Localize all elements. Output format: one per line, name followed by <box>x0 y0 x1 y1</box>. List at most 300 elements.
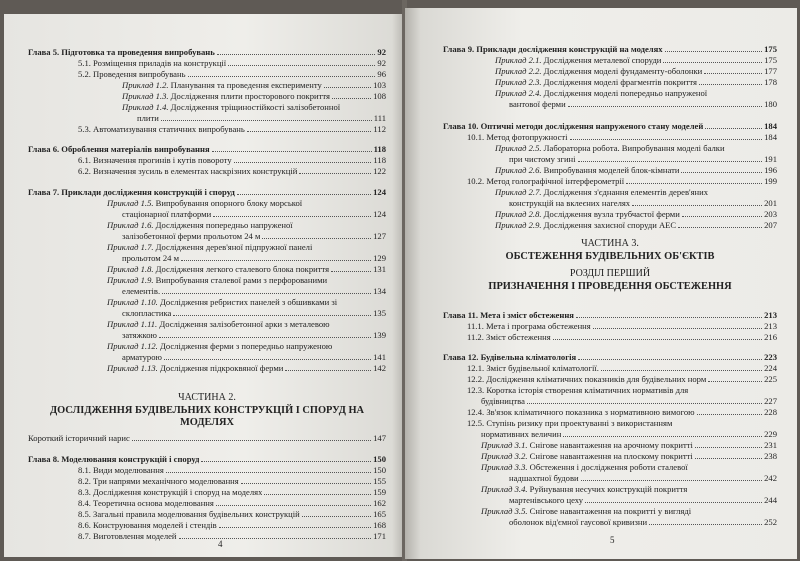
toc-dot-leader <box>699 84 762 85</box>
toc-page-number: 238 <box>764 451 777 461</box>
toc-page-number: 175 <box>764 55 777 65</box>
toc-entry-row <box>122 231 386 241</box>
toc-example-text: Обстеження і дослідження роботи сталевої <box>527 462 688 472</box>
toc-dot-leader <box>188 76 376 77</box>
toc-entry-title <box>481 506 691 516</box>
toc-page-number: 108 <box>373 91 386 101</box>
toc-entry-row <box>509 154 777 164</box>
toc-example-text: Дослідження залізобетонної арки з металевою <box>157 319 330 329</box>
toc-chapter-row <box>28 47 386 57</box>
toc-entry-row <box>28 433 386 443</box>
toc-dot-leader <box>162 293 371 294</box>
toc-dot-leader <box>331 271 371 272</box>
toc-entry-row <box>78 465 386 475</box>
toc-page-number: 191 <box>764 154 777 164</box>
part-3-label: ЧАСТИНА 3. <box>581 238 639 249</box>
toc-example-text: Снігове навантаження на плоскому покритті <box>527 451 693 461</box>
toc-page-number: 168 <box>373 520 386 530</box>
toc-entry-title <box>495 77 697 87</box>
toc-dot-leader <box>216 505 371 506</box>
toc-page-number: 96 <box>377 69 386 79</box>
toc-page-number: 178 <box>764 77 777 87</box>
toc-entry-row <box>509 473 777 483</box>
toc-dot-leader <box>164 359 371 360</box>
toc-example-row <box>107 363 386 373</box>
toc-entry-title: 5.2. Проведення випробувань <box>78 69 186 79</box>
toc-example-text: Дослідження з'єднання елементів дерев'яних <box>541 187 709 197</box>
toc-entry-title: 10.1. Метод фотопружності <box>467 132 568 142</box>
page-number-right: 5 <box>610 535 615 545</box>
toc-dot-leader <box>324 87 371 88</box>
toc-entry-row <box>78 509 386 519</box>
toc-page-number: 165 <box>373 509 386 519</box>
toc-dot-leader <box>161 120 372 121</box>
toc-example-label: Приклад 3.5. <box>481 506 528 516</box>
toc-entry-title: Глава 12. Будівельна кліматологія <box>443 352 577 362</box>
toc-example-label: Приклад 1.10. <box>107 297 158 307</box>
toc-dot-leader <box>264 494 371 495</box>
part-2-title-line-1: ДОСЛІДЖЕННЯ БУДІВЕЛЬНИХ КОНСТРУКЦІЙ І СПОРУД НА <box>49 405 365 416</box>
toc-entry-row <box>467 176 777 186</box>
toc-dot-leader <box>632 205 762 206</box>
toc-dot-leader <box>576 317 762 318</box>
toc-entry-title <box>481 451 693 461</box>
toc-entry-title: прольотом 24 м <box>122 253 180 263</box>
toc-dot-leader <box>299 173 371 174</box>
toc-page-number: 231 <box>764 440 777 450</box>
toc-page-number: 244 <box>764 495 777 505</box>
toc-entry-title <box>495 143 725 153</box>
toc-example-text: Дослідження ферми з попередньо напруженою <box>157 341 333 351</box>
toc-page-number: 213 <box>764 321 777 331</box>
toc-entry-title: 8.4. Теоретична основа моделювання <box>78 498 214 508</box>
toc-example-row <box>107 198 386 208</box>
toc-page-number: 224 <box>764 363 777 373</box>
toc-dot-leader <box>179 538 372 539</box>
toc-example-row <box>495 55 777 65</box>
toc-example-label: Приклад 1.12. <box>107 341 158 351</box>
toc-entry-row <box>78 155 386 165</box>
toc-example-text: Дослідження тріщиностійкості залізобетонної <box>168 102 341 112</box>
toc-dot-leader <box>159 337 371 338</box>
toc-entry-title: 5.3. Автоматизування статичних випробувань <box>78 124 245 134</box>
toc-example-label: Приклад 2.1. <box>495 55 542 65</box>
toc-dot-leader <box>302 516 371 517</box>
toc-entry-title: нормативних величин <box>481 429 562 439</box>
section-title: ПРИЗНАЧЕННЯ І ПРОВЕДЕННЯ ОБСТЕЖЕННЯ <box>488 281 732 292</box>
toc-dot-leader <box>663 62 762 63</box>
toc-entry-title: стаціонарної платформи <box>122 209 212 219</box>
toc-entry-row <box>467 385 777 395</box>
toc-entry-title <box>495 187 708 197</box>
toc-example-text: Дослідження моделі попередньо напруженої <box>541 88 708 98</box>
toc-dot-leader <box>527 403 762 404</box>
toc-page-number: 118 <box>373 155 386 165</box>
toc-entry-title <box>107 275 327 285</box>
toc-entry-title <box>107 220 293 230</box>
toc-chapter-row <box>443 44 777 54</box>
toc-example-text: Снігове навантаження на арочному покритті <box>527 440 693 450</box>
toc-entry-title: 10.2. Метод голографічної інтерферометрії <box>467 176 625 186</box>
toc-page-number: 92 <box>377 47 386 57</box>
toc-example-row <box>481 506 777 516</box>
toc-page-number: 203 <box>764 209 777 219</box>
toc-entry-title: 12.3. Коротка історія створення кліматичних нормативів для <box>467 385 689 395</box>
toc-entry-title: Глава 6. Оброблення матеріалів випробування <box>28 144 210 154</box>
toc-example-label: Приклад 3.1. <box>481 440 528 450</box>
toc-example-row <box>495 220 777 230</box>
toc-example-row <box>481 462 777 472</box>
toc-entry-title: 8.3. Дослідження конструкцій і споруд на моделях <box>78 487 263 497</box>
toc-entry-row <box>122 308 386 318</box>
toc-example-row <box>122 102 386 112</box>
toc-entry-title <box>107 264 329 274</box>
toc-entry-row <box>78 520 386 530</box>
toc-page-number: 199 <box>764 176 777 186</box>
toc-dot-leader <box>285 370 371 371</box>
toc-page-number: 155 <box>373 476 386 486</box>
toc-example-text: Дослідження підкроквяної ферми <box>157 363 284 373</box>
toc-entry-title: 6.1. Визначення прогинів і кутів повороту <box>78 155 232 165</box>
toc-page-number: 122 <box>373 166 386 176</box>
toc-example-label: Приклад 3.2. <box>481 451 528 461</box>
toc-example-label: Приклад 1.7. <box>107 242 154 252</box>
toc-dot-leader <box>581 480 762 481</box>
toc-dot-leader <box>166 472 371 473</box>
toc-example-label: Приклад 1.3. <box>122 91 169 101</box>
toc-dot-leader <box>705 128 762 129</box>
toc-entry-row <box>467 332 777 342</box>
toc-entry-title: 12.2. Дослідження кліматичних показників для будівельних норм <box>467 374 707 384</box>
toc-example-row <box>122 91 386 101</box>
toc-page-number: 177 <box>764 66 777 76</box>
left-page <box>4 14 404 557</box>
toc-page-number: 129 <box>373 253 386 263</box>
toc-page-number: 171 <box>373 531 386 541</box>
toc-entry-row <box>481 429 777 439</box>
toc-dot-leader <box>568 106 762 107</box>
toc-page-number: 111 <box>373 113 386 123</box>
toc-entry-title: залізобетонної ферми прольотом 24 м <box>122 231 261 241</box>
page-number-left: 4 <box>218 539 223 549</box>
toc-page-number: 223 <box>764 352 777 362</box>
toc-dot-leader <box>708 381 762 382</box>
toc-example-text: Дослідження моделі фундаменту-оболонки <box>541 66 703 76</box>
toc-example-text: Лабораторна робота. Випробування моделі балки <box>541 143 725 153</box>
toc-dot-leader <box>682 216 762 217</box>
toc-page-number: 196 <box>764 165 777 175</box>
toc-page-number: 124 <box>373 209 386 219</box>
toc-page-number: 184 <box>764 121 777 131</box>
toc-entry-title <box>481 462 688 472</box>
toc-dot-leader <box>332 98 371 99</box>
toc-example-text: Дослідження металевої споруди <box>541 55 662 65</box>
toc-dot-leader <box>219 527 371 528</box>
toc-entry-title <box>122 80 322 90</box>
toc-example-row <box>495 143 777 153</box>
toc-entry-title: будівництва <box>481 396 525 406</box>
toc-dot-leader <box>585 502 762 503</box>
toc-entry-title <box>495 66 702 76</box>
toc-entry-title: Глава 8. Моделювання конструкцій і споруд <box>28 454 200 464</box>
toc-page-number: 92 <box>377 58 386 68</box>
toc-dot-leader <box>553 339 762 340</box>
toc-example-label: Приклад 2.2. <box>495 66 542 76</box>
toc-example-row <box>107 220 386 230</box>
toc-dot-leader <box>217 54 376 55</box>
toc-example-label: Приклад 1.6. <box>107 220 154 230</box>
toc-dot-leader <box>601 370 762 371</box>
toc-dot-leader <box>563 436 762 437</box>
toc-entry-row <box>78 58 386 68</box>
toc-entry-row <box>122 330 386 340</box>
toc-example-label: Приклад 2.5. <box>495 143 542 153</box>
toc-page-number: 135 <box>373 308 386 318</box>
toc-example-text: Дослідження дерев'яної підпружної панелі <box>153 242 313 252</box>
toc-entry-row <box>467 132 777 142</box>
toc-entry-title <box>107 198 302 208</box>
toc-entry-title: Глава 10. Оптичні методи дослідження напруженого стану моделей <box>443 121 704 131</box>
toc-entry-row <box>78 531 386 541</box>
toc-example-row <box>122 80 386 90</box>
toc-entry-title: 8.1. Види моделювання <box>78 465 164 475</box>
toc-example-text: Дослідження ребристих панелей з обшивками зі <box>157 297 338 307</box>
toc-example-label: Приклад 1.5. <box>107 198 154 208</box>
toc-chapter-row <box>28 144 386 154</box>
toc-entry-row <box>78 498 386 508</box>
toc-entry-title: 6.2. Визначення зусиль в елементах наскрізних конструкцій <box>78 166 298 176</box>
toc-entry-title: склопластика <box>122 308 172 318</box>
toc-dot-leader <box>678 227 762 228</box>
toc-entry-row <box>509 99 777 109</box>
toc-entry-title: 8.7. Виготовлення моделей <box>78 531 177 541</box>
toc-entry-title: Короткий історичний нарис <box>28 433 130 443</box>
toc-dot-leader <box>695 447 762 448</box>
toc-page-number: 118 <box>373 144 386 154</box>
toc-dot-leader <box>649 524 762 525</box>
toc-page-number: 103 <box>373 80 386 90</box>
toc-example-row <box>481 451 777 461</box>
toc-entry-title: Глава 11. Мета і зміст обстеження <box>443 310 574 320</box>
right-page <box>405 8 797 559</box>
toc-page-number: 180 <box>764 99 777 109</box>
toc-dot-leader <box>578 359 762 360</box>
toc-entry-title <box>495 88 707 98</box>
toc-page-number: 139 <box>373 330 386 340</box>
toc-entry-row <box>78 476 386 486</box>
toc-entry-title <box>495 220 676 230</box>
toc-page-number: 184 <box>764 132 777 142</box>
toc-dot-leader <box>593 328 762 329</box>
toc-example-row <box>107 341 386 351</box>
toc-dot-leader <box>681 172 762 173</box>
toc-example-text: Дослідження моделі фрагментів покриття <box>541 77 697 87</box>
toc-entry-title: Глава 9. Приклади дослідження конструкцій на моделях <box>443 44 663 54</box>
toc-dot-leader <box>578 161 763 162</box>
toc-entry-title: Глава 5. Підготовка та проведення випробувань <box>28 47 215 57</box>
toc-page-number: 159 <box>373 487 386 497</box>
toc-example-label: Приклад 1.2. <box>122 80 169 90</box>
toc-entry-title <box>122 91 330 101</box>
toc-dot-leader <box>237 194 371 195</box>
toc-page-number: 207 <box>764 220 777 230</box>
toc-entry-title <box>107 363 283 373</box>
toc-entry-title: мартенівського цеху <box>509 495 584 505</box>
toc-dot-leader <box>173 315 371 316</box>
toc-entry-title: арматурою <box>122 352 162 362</box>
section-label: РОЗДІЛ ПЕРШИЙ <box>569 268 651 279</box>
toc-entry-row <box>467 418 777 428</box>
toc-dot-leader <box>201 461 371 462</box>
toc-entry-row <box>137 113 386 123</box>
toc-example-text: Дослідження захисної споруди АЕС <box>541 220 677 230</box>
toc-page-number: 252 <box>764 517 777 527</box>
toc-page-number: 201 <box>764 198 777 208</box>
toc-example-label: Приклад 2.4. <box>495 88 542 98</box>
toc-entry-row <box>467 374 777 384</box>
toc-example-text: Дослідження плити просторового покриття <box>168 91 330 101</box>
toc-page-number: 216 <box>764 332 777 342</box>
toc-page-number: 150 <box>373 465 386 475</box>
toc-dot-leader <box>704 73 762 74</box>
toc-example-label: Приклад 1.4. <box>122 102 169 112</box>
toc-example-label: Приклад 2.3. <box>495 77 542 87</box>
toc-example-row <box>107 297 386 307</box>
toc-page-number: 112 <box>373 124 386 134</box>
toc-example-row <box>495 209 777 219</box>
toc-page-number: 127 <box>373 231 386 241</box>
toc-example-label: Приклад 1.11. <box>107 319 158 329</box>
toc-example-row <box>481 484 777 494</box>
toc-entry-title: плити <box>137 113 159 123</box>
toc-entry-title <box>481 484 687 494</box>
toc-entry-row <box>78 69 386 79</box>
toc-entry-row <box>467 321 777 331</box>
toc-example-label: Приклад 1.9. <box>107 275 154 285</box>
toc-entry-title: при чистому згині <box>509 154 576 164</box>
toc-dot-leader <box>570 139 763 140</box>
toc-dot-leader <box>697 414 763 415</box>
toc-example-label: Приклад 3.4. <box>481 484 528 494</box>
part-3-title: ОБСТЕЖЕННЯ БУДІВЕЛЬНИХ ОБ'ЄКТІВ <box>505 251 715 262</box>
toc-entry-row <box>467 363 777 373</box>
toc-entry-title: 12.4. Зв'язок кліматичного показника з нормативною вимогою <box>467 407 695 417</box>
toc-dot-leader <box>132 440 371 441</box>
toc-example-text: Випробування опорного блоку морської <box>153 198 303 208</box>
toc-entry-title <box>495 209 680 219</box>
toc-dot-leader <box>228 65 375 66</box>
toc-entry-row <box>122 286 386 296</box>
toc-entry-title: Глава 7. Приклади дослідження конструкцій і споруд <box>28 187 235 197</box>
toc-page-number: 162 <box>373 498 386 508</box>
toc-dot-leader <box>213 216 371 217</box>
toc-example-label: Приклад 3.3. <box>481 462 528 472</box>
toc-page-number: 150 <box>373 454 386 464</box>
toc-example-label: Приклад 1.13. <box>107 363 158 373</box>
toc-page-number: 141 <box>373 352 386 362</box>
toc-dot-leader <box>241 483 371 484</box>
toc-page-number: 175 <box>764 44 777 54</box>
toc-entry-title: 12.5. Ступінь ризику при проектуванні з використанням <box>467 418 673 428</box>
toc-page-number: 228 <box>764 407 777 417</box>
toc-dot-leader <box>247 131 372 132</box>
toc-entry-title: 5.1. Розміщення приладів на конструкції <box>78 58 227 68</box>
toc-example-row <box>495 187 777 197</box>
part-2-label: ЧАСТИНА 2. <box>178 392 236 403</box>
toc-entry-title: 11.1. Мета і програма обстеження <box>467 321 591 331</box>
toc-page-number: 225 <box>764 374 777 384</box>
toc-dot-leader <box>626 183 762 184</box>
toc-entry-title: 8.6. Конструювання моделей і стендів <box>78 520 217 530</box>
left-toc <box>4 14 404 557</box>
toc-chapter-row <box>443 352 777 362</box>
toc-entry-title: 8.2. Три напрями механічного моделювання <box>78 476 239 486</box>
toc-example-row <box>107 242 386 252</box>
toc-example-text: Снігове навантаження на покритті у вигляді <box>527 506 692 516</box>
toc-entry-title <box>495 55 661 65</box>
toc-example-label: Приклад 2.8. <box>495 209 542 219</box>
toc-dot-leader <box>181 260 371 261</box>
toc-page-number: 229 <box>764 429 777 439</box>
toc-entry-title <box>107 242 312 252</box>
toc-example-row <box>495 165 777 175</box>
toc-entry-title <box>107 297 337 307</box>
toc-chapter-row <box>28 454 386 464</box>
toc-page-number: 147 <box>373 433 386 443</box>
toc-example-label: Приклад 2.9. <box>495 220 542 230</box>
toc-example-row <box>107 319 386 329</box>
toc-chapter-row <box>28 187 386 197</box>
toc-entry-title <box>481 440 693 450</box>
toc-entry-row <box>122 209 386 219</box>
toc-example-text: Випробування сталевої рами з перфорованими <box>153 275 328 285</box>
toc-entry-row <box>122 253 386 263</box>
toc-entry-title: вантової ферми <box>509 99 566 109</box>
toc-example-row <box>481 440 777 450</box>
toc-page-number: 242 <box>764 473 777 483</box>
toc-page-number: 131 <box>373 264 386 274</box>
toc-example-label: Приклад 1.8. <box>107 264 154 274</box>
toc-example-text: Дослідження легкого сталевого блока покриття <box>153 264 330 274</box>
toc-dot-leader <box>212 151 372 152</box>
toc-example-text: Руйнування несучих конструкцій покриття <box>527 484 688 494</box>
toc-entry-title <box>107 319 330 329</box>
toc-example-row <box>495 77 777 87</box>
toc-entry-row <box>467 407 777 417</box>
toc-entry-title: оболонок від'ємної гаусової кривизни <box>509 517 648 527</box>
toc-entry-row <box>78 124 386 134</box>
toc-dot-leader <box>234 162 372 163</box>
toc-entry-title <box>122 102 340 112</box>
toc-entry-title: надшахтної будови <box>509 473 579 483</box>
toc-dot-leader <box>262 238 371 239</box>
toc-example-label: Приклад 2.6. <box>495 165 542 175</box>
toc-entry-title <box>495 165 679 175</box>
toc-entry-title <box>107 341 332 351</box>
toc-example-row <box>107 264 386 274</box>
toc-entry-row <box>122 352 386 362</box>
toc-entry-title: конструкцій на вклеєних нагелях <box>509 198 631 208</box>
toc-entry-row <box>78 166 386 176</box>
toc-example-text: Випробування моделей блок-кімнати <box>541 165 680 175</box>
toc-example-row <box>107 275 386 285</box>
toc-entry-row <box>509 517 777 527</box>
toc-entry-row <box>509 495 777 505</box>
toc-dot-leader <box>695 458 762 459</box>
toc-chapter-row <box>443 310 777 320</box>
toc-page-number: 142 <box>373 363 386 373</box>
toc-entry-title: елементів. <box>122 286 161 296</box>
